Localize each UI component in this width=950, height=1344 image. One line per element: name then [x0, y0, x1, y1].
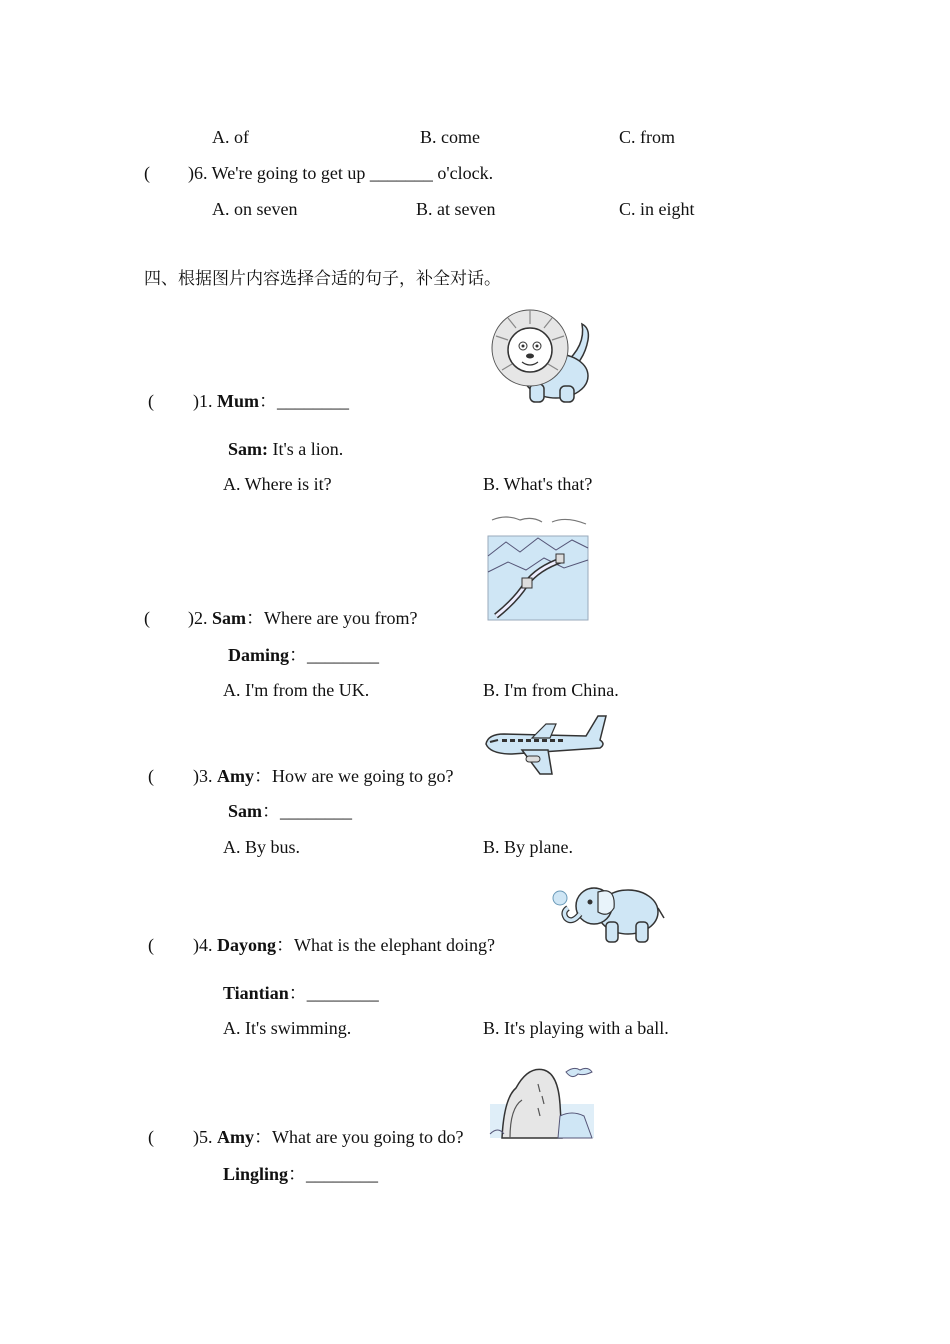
q5-line1 [193, 1126, 463, 1148]
q3-option-b: B. By plane. [483, 837, 573, 857]
q6-answer-paren: ( [144, 163, 150, 183]
q3-text2: ：________ [262, 801, 353, 821]
q6-option-b: B. at seven [416, 199, 496, 219]
q1-option-b: B. What's that? [483, 474, 593, 494]
q1-line1 [193, 390, 349, 412]
q1-speaker2: Sam: [228, 439, 268, 459]
q3-speaker1: Amy [217, 766, 254, 786]
q5-speaker2: Lingling [223, 1164, 289, 1184]
q2-speaker1: Sam [212, 608, 247, 628]
q5-text1: ：What are you going to do? [254, 1127, 464, 1147]
q5-number: )5. [193, 1127, 213, 1147]
q3-number: )3. [193, 766, 213, 786]
q4-text1: ：What is the elephant doing? [276, 935, 495, 955]
q5-answer-paren: ( [148, 1127, 154, 1147]
q6-option-c: C. in eight [619, 199, 695, 219]
q5-text2: ：________ [288, 1164, 379, 1184]
q5-speaker1: Amy [217, 1127, 254, 1147]
q4-option-b: B. It's playing with a ball. [483, 1018, 669, 1038]
q3-line2 [228, 800, 352, 822]
q3-speaker2: Sam [228, 801, 263, 821]
airplane-icon [482, 714, 608, 778]
q2-line1 [188, 607, 417, 629]
q5-option-c: C. from [619, 127, 675, 147]
great-wall-icon [486, 512, 590, 622]
q2-text2: ：________ [289, 645, 380, 665]
q5-option-a: A. of [212, 127, 249, 147]
q5-option-b: B. come [420, 127, 480, 147]
q1-speaker1: Mum [217, 391, 259, 411]
q4-option-a: A. It's swimming. [223, 1018, 352, 1038]
section-heading: 四、根据图片内容选择合适的句子，补全对话。 [144, 269, 501, 289]
q3-answer-paren: ( [148, 766, 154, 786]
q4-line2 [223, 982, 379, 1004]
elephant-icon [550, 878, 666, 946]
q1-text1: ：________ [259, 391, 349, 411]
q2-number: )2. [188, 608, 208, 628]
q2-line2 [228, 644, 379, 666]
q2-answer-paren: ( [144, 608, 150, 628]
q5-line2 [223, 1163, 378, 1185]
q2-speaker2: Daming [228, 645, 290, 665]
q3-option-a: A. By bus. [223, 837, 301, 857]
q3-line1 [193, 765, 453, 787]
q4-speaker1: Dayong [217, 935, 277, 955]
q2-option-a: A. I'm from the UK. [223, 680, 370, 700]
q1-answer-paren: ( [148, 391, 154, 411]
q6-question: )6. We're going to get up _______ o'clock. [188, 163, 494, 183]
q4-number: )4. [193, 935, 213, 955]
q2-text1: ：Where are you from? [246, 608, 418, 628]
q3-text1: ：How are we going to go? [254, 766, 454, 786]
q1-line2 [228, 438, 343, 460]
q2-option-b: B. I'm from China. [483, 680, 619, 700]
lion-icon [486, 306, 598, 406]
q4-speaker2: Tiantian [223, 983, 289, 1003]
q4-text2: ：________ [288, 983, 379, 1003]
q4-answer-paren: ( [148, 935, 154, 955]
q4-line1 [193, 934, 495, 956]
q1-number: )1. [193, 391, 213, 411]
q1-option-a: A. Where is it? [223, 474, 332, 494]
q1-text2: It's a lion. [268, 439, 344, 459]
q6-option-a: A. on seven [212, 199, 298, 219]
rock-icon [488, 1064, 596, 1142]
